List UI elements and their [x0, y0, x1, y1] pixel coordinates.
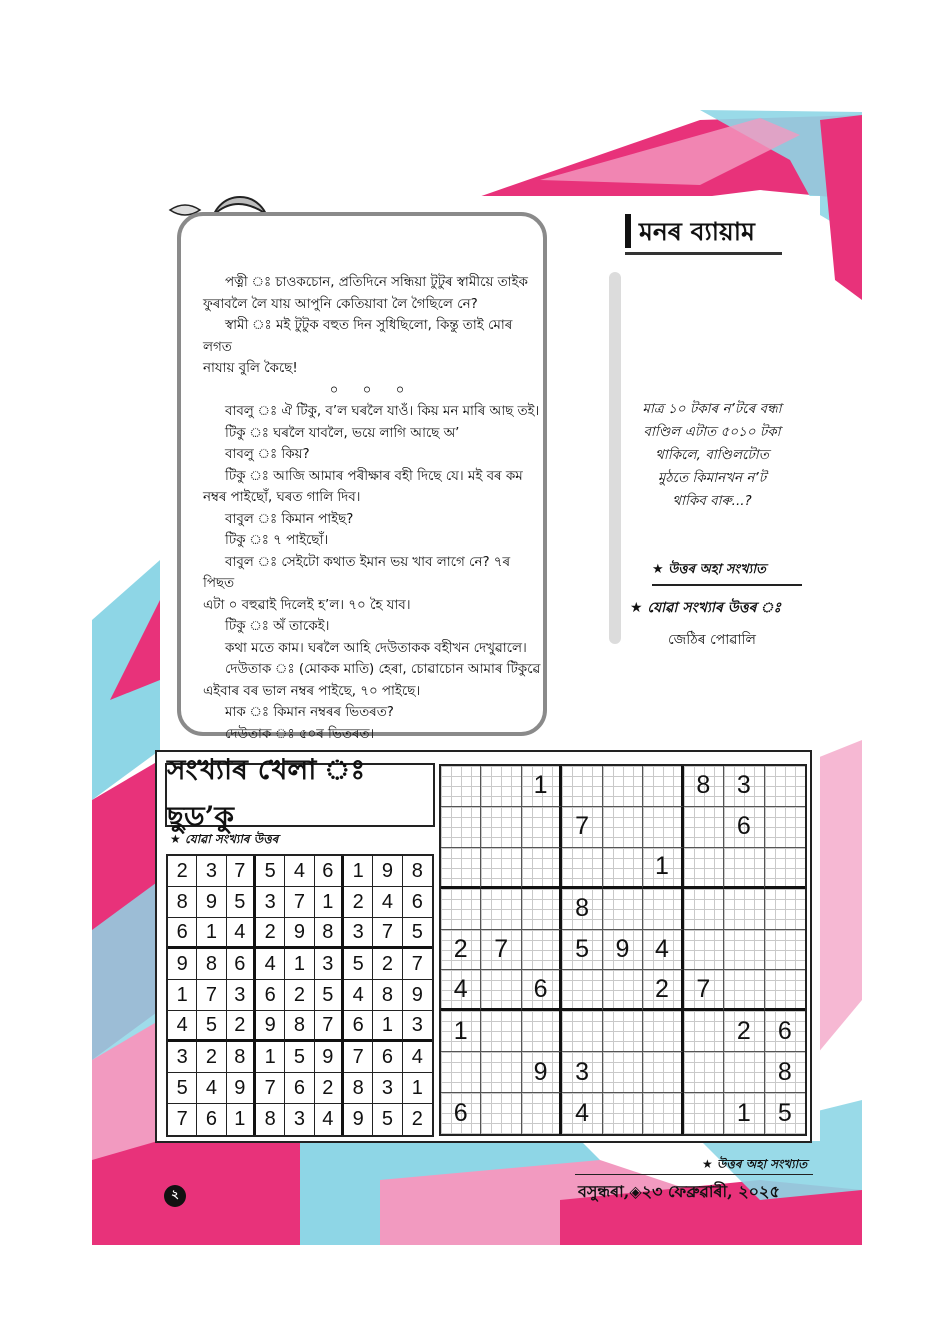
solution-cell: 2	[285, 980, 314, 1011]
sudoku-cell	[481, 848, 521, 889]
sudoku-cell	[724, 970, 764, 1011]
sudoku-cell	[603, 848, 643, 889]
cell-value: 6	[777, 1016, 792, 1045]
solution-cell: 7	[315, 1011, 344, 1042]
riddle-line: বাণ্ডিল এটাত ৫০১০ টকা	[643, 424, 781, 440]
solution-cell: 3	[197, 856, 226, 887]
solution-cell: 1	[256, 1042, 285, 1073]
solution-cell: 2	[168, 856, 197, 887]
solution-cell: 5	[197, 1011, 226, 1042]
cell-value: 9	[533, 1057, 548, 1086]
sudoku-cell	[684, 766, 724, 807]
solution-cell: 6	[168, 918, 197, 949]
solution-cell: 4	[168, 1011, 197, 1042]
solution-cell: 8	[373, 980, 402, 1011]
sudoku-cell	[522, 1093, 562, 1134]
solution-cell: 5	[285, 1042, 314, 1073]
cell-value: 1	[736, 1099, 751, 1128]
joke-line: টিকু ঃ ঘৰলৈ যাবলৈ, ভয়ে লাগি আছে অ’	[225, 425, 460, 441]
page-number: ২	[164, 1185, 186, 1207]
sudoku-cell	[643, 1093, 683, 1134]
solution-cell: 6	[344, 1011, 373, 1042]
joke-line: দেউতাক ঃ (মোকক মাতি) হেৰা, চোৱাচোন আমাৰ টিকুৱে	[225, 662, 541, 677]
sudoku-cell	[765, 807, 805, 848]
solution-cell: 2	[197, 1042, 226, 1073]
solution-cell: 5	[168, 1073, 197, 1104]
solution-cell: 1	[197, 918, 226, 949]
riddle-line: মাত্ৰ ১০ টকাৰ ন’টৰে বন্ধা	[642, 401, 782, 417]
sudoku-cell	[562, 1011, 602, 1052]
sudoku-cell	[603, 766, 643, 807]
cell-value: 4	[654, 934, 669, 963]
cell-value: 3	[736, 771, 751, 800]
cell-value: 1	[654, 852, 669, 881]
solution-cell: 6	[315, 856, 344, 887]
cell-value: 1	[453, 1016, 468, 1045]
solution-cell: 7	[168, 1104, 197, 1135]
cell-value: 6	[736, 812, 751, 841]
solution-cell: 8	[403, 856, 432, 887]
cell-value: 8	[777, 1057, 792, 1086]
riddle-line: মুঠতে কিমানখন ন’ট	[657, 470, 767, 486]
sudoku-cell	[603, 1093, 643, 1134]
solution-cell: 8	[285, 1011, 314, 1042]
solution-cell: 6	[197, 1104, 226, 1135]
sudoku-cell	[441, 1093, 481, 1134]
sudoku-cell	[684, 930, 724, 971]
sudoku-cell	[684, 1093, 724, 1134]
joke-line: টিকু ঃ আজি আমাৰ পৰীক্ষাৰ বহী দিছে যে। মই বৰ কম	[225, 468, 523, 484]
joke-line: কথা মতে কাম। ঘৰলৈ আহি দেউতাকক বহীখন দেখুৱালে।	[225, 640, 527, 656]
solution-cell: 5	[344, 949, 373, 980]
sudoku-cell	[643, 1011, 683, 1052]
sudoku-cell	[724, 766, 764, 807]
solution-cell: 1	[373, 1011, 402, 1042]
sudoku-cell	[441, 848, 481, 889]
joke-line: দেউতাক ঃ ৫০ৰ ভিতৰত।	[225, 726, 375, 742]
sudoku-cell	[684, 848, 724, 889]
sudoku-cell	[562, 970, 602, 1011]
sudoku-cell	[643, 807, 683, 848]
solution-cell: 3	[403, 1011, 432, 1042]
joke-line: নম্বৰ পাইছোঁ, ঘৰত গালি দিব।	[203, 490, 361, 505]
sudoku-cell	[684, 889, 724, 930]
sudoku-cell	[522, 1052, 562, 1093]
cell-value: 2	[453, 934, 468, 963]
solution-cell: 1	[403, 1073, 432, 1104]
solution-label: ★ যোৱা সংখ্যাৰ উত্তৰ	[170, 832, 279, 846]
title-bar	[625, 214, 631, 248]
prev-answer-heading: ★ যোৱা সংখ্যাৰ উত্তৰ ঃ	[630, 600, 781, 616]
cell-value: 8	[575, 894, 589, 923]
sudoku-cell	[522, 970, 562, 1011]
sudoku-cell	[765, 848, 805, 889]
puzzle-title: মনৰ ব্যায়াম	[639, 217, 755, 246]
solution-cell: 7	[344, 1042, 373, 1073]
solution-cell: 3	[227, 980, 256, 1011]
solution-cell: 2	[373, 949, 402, 980]
joke-line: মাক ঃ কিমান নম্বৰৰ ভিতৰত?	[225, 705, 394, 720]
cell-value: 7	[494, 934, 509, 963]
cell-value: 8	[696, 771, 711, 800]
sudoku-cell	[481, 766, 521, 807]
answer-hint: ★ উত্তৰ অহা সংখ্যাত	[652, 560, 802, 586]
sudoku-cell	[765, 970, 805, 1011]
sudoku-cell	[562, 848, 602, 889]
sudoku-cell	[562, 930, 602, 971]
solution-cell: 6	[227, 949, 256, 980]
sudoku-cell	[481, 1052, 521, 1093]
joke-line: ফুৰাবলৈ লৈ যায় আপুনি কেতিয়াবা লৈ গৈছিলে নে?	[203, 296, 478, 312]
sudoku-cell	[643, 889, 683, 930]
solution-cell: 3	[315, 949, 344, 980]
solution-cell: 9	[197, 887, 226, 918]
sudoku-cell	[562, 766, 602, 807]
solution-cell: 7	[403, 949, 432, 980]
joke-line: পত্নী ঃ চাওকচোন, প্ৰতিদিনে সন্ধিয়া টুটুৰ স্বামীয়ে তাইক	[225, 275, 528, 290]
sudoku-cell	[724, 807, 764, 848]
sudoku-cell	[724, 1052, 764, 1093]
solution-cell: 9	[344, 1104, 373, 1135]
solution-cell: 8	[227, 1042, 256, 1073]
cell-value: 7	[696, 974, 711, 1003]
solution-cell: 8	[256, 1104, 285, 1135]
sudoku-cell	[481, 889, 521, 930]
joke-line: টিকু ঃ ৭ পাইছোঁ।	[225, 533, 329, 548]
sudoku-grid	[439, 764, 807, 1136]
section-title	[625, 208, 782, 255]
solution-cell: 5	[315, 980, 344, 1011]
sudoku-cell	[724, 1011, 764, 1052]
joke-line: বাবলু ঃ ঐ টিকু, ব’ল ঘৰলৈ যাওঁ। কিয় মন মাৰি আছ তই।	[225, 404, 540, 419]
sudoku-cell	[603, 807, 643, 848]
sudoku-cell	[724, 848, 764, 889]
solution-cell: 1	[227, 1104, 256, 1135]
solution-cell: 4	[344, 980, 373, 1011]
cell-value: 4	[453, 974, 468, 1003]
joke-line: এইবাৰ বৰ ভাল নম্বৰ পাইছে, ৭০ পাইছে।	[203, 683, 421, 699]
sudoku-cell	[562, 807, 602, 848]
joke-text	[203, 272, 541, 745]
solution-grid	[166, 854, 434, 1137]
sudoku-cell	[522, 930, 562, 971]
solution-cell: 9	[403, 980, 432, 1011]
solution-cell: 8	[197, 949, 226, 980]
sudoku-cell	[643, 930, 683, 971]
solution-cell: 6	[373, 1042, 402, 1073]
sudoku-cell	[481, 1093, 521, 1134]
sudoku-cell	[643, 970, 683, 1011]
solution-cell: 1	[344, 856, 373, 887]
solution-cell: 3	[256, 887, 285, 918]
joke-line: বাবুল ঃ কিমান পাইছ?	[225, 511, 354, 527]
solution-cell: 6	[256, 980, 285, 1011]
sudoku-cell	[765, 1011, 805, 1052]
sudoku-cell	[441, 1052, 481, 1093]
solution-cell: 3	[344, 918, 373, 949]
solution-cell: 7	[256, 1073, 285, 1104]
solution-cell: 3	[285, 1104, 314, 1135]
sudoku-cell	[441, 889, 481, 930]
solution-cell: 4	[227, 918, 256, 949]
footer-hint: ★ উত্তৰ অহা সংখ্যাত	[702, 1157, 808, 1171]
cell-value: 9	[615, 934, 630, 963]
sudoku-cell	[643, 1052, 683, 1093]
sudoku-cell	[765, 889, 805, 930]
sudoku-cell	[765, 766, 805, 807]
cell-value: 7	[575, 812, 589, 841]
joke-line: বাবলু ঃ কিয়?	[225, 447, 310, 462]
sudoku-cell	[481, 807, 521, 848]
sudoku-cell	[684, 1052, 724, 1093]
sudoku-cell	[684, 1011, 724, 1052]
sudoku-cell	[441, 807, 481, 848]
cell-value: 6	[453, 1099, 468, 1128]
solution-cell: 4	[197, 1073, 226, 1104]
sudoku-cell	[643, 766, 683, 807]
sudoku-cell	[562, 1052, 602, 1093]
solution-cell: 7	[373, 918, 402, 949]
solution-cell: 5	[227, 887, 256, 918]
solution-cell: 9	[256, 1011, 285, 1042]
solution-cell: 1	[168, 980, 197, 1011]
solution-cell: 6	[403, 887, 432, 918]
solution-cell: 2	[315, 1073, 344, 1104]
solution-cell: 7	[197, 980, 226, 1011]
sudoku-cell	[441, 766, 481, 807]
sudoku-cell	[562, 889, 602, 930]
sudoku-cell	[603, 1011, 643, 1052]
sudoku-cell	[724, 930, 764, 971]
solution-cell: 7	[285, 887, 314, 918]
sudoku-cell	[522, 848, 562, 889]
solution-cell: 5	[403, 918, 432, 949]
separator: ০ ০ ০	[329, 382, 415, 398]
cell-value: 5	[575, 934, 589, 963]
sudoku-cell	[481, 1011, 521, 1052]
joke-line: নাযায় বুলি কৈছে!	[203, 361, 298, 376]
solution-cell: 3	[373, 1073, 402, 1104]
sudoku-cell	[441, 1011, 481, 1052]
solution-cell: 2	[411, 1108, 423, 1130]
cell-value: 1	[533, 771, 548, 800]
solution-cell: 3	[168, 1042, 197, 1073]
sudoku-cell	[724, 889, 764, 930]
cell-value: 5	[777, 1099, 792, 1128]
solution-cell: 9	[168, 949, 197, 980]
solution-cell: 7	[227, 856, 256, 887]
solution-cell: 4	[315, 1104, 344, 1135]
solution-cell: 1	[285, 949, 314, 980]
sudoku-cell	[481, 970, 521, 1011]
solution-cell: 5	[373, 1104, 402, 1135]
solution-cell: 9	[373, 856, 402, 887]
solution-cell: 2	[227, 1011, 256, 1042]
solution-cell: 1	[315, 887, 344, 918]
sudoku-cell	[522, 889, 562, 930]
solution-cell: 9	[315, 1042, 344, 1073]
footer-rule	[575, 1174, 813, 1175]
sudoku-cell	[522, 766, 562, 807]
cell-value: 2	[736, 1016, 751, 1045]
solution-cell: 9	[285, 918, 314, 949]
sudoku-cell	[765, 1052, 805, 1093]
solution-cell: 8	[344, 1073, 373, 1104]
sudoku-cell	[765, 1093, 805, 1134]
sudoku-cell	[684, 807, 724, 848]
solution-cell: 2	[256, 918, 285, 949]
cell-value: 3	[575, 1057, 589, 1086]
sudoku-cell	[522, 1011, 562, 1052]
solution-cell: 9	[227, 1073, 256, 1104]
riddle	[628, 398, 796, 513]
sudoku-cell	[643, 848, 683, 889]
solution-cell: 8	[315, 918, 344, 949]
sudoku-cell	[562, 1093, 602, 1134]
solution-cell: 4	[373, 887, 402, 918]
sudoku-cell	[441, 970, 481, 1011]
masthead: বসুন্ধৰা,◈২৩ ফেব্ৰুৱাৰী, ২০২৫	[578, 1182, 780, 1201]
sudoku-title: সংখ্যাৰ খেলা ঃ ছুড’কু	[165, 763, 435, 827]
sudoku-cell	[481, 930, 521, 971]
solution-cell: 6	[285, 1073, 314, 1104]
joke-line: এটা ০ বহুৱাই দিলেই হ’ল। ৭০ হৈ যাব।	[203, 597, 411, 613]
sudoku-cell	[441, 930, 481, 971]
sudoku-cell	[522, 807, 562, 848]
cell-value: 6	[533, 974, 548, 1003]
sudoku-cell	[765, 930, 805, 971]
solution-cell: 8	[168, 887, 197, 918]
sudoku-cell	[603, 1052, 643, 1093]
prev-answer: জেঠিৰ পোৱালি	[668, 632, 756, 648]
solution-cell: 4	[285, 856, 314, 887]
solution-cell: 2	[344, 887, 373, 918]
sudoku-cell	[603, 930, 643, 971]
sudoku-cell	[724, 1093, 764, 1134]
sudoku-cell	[684, 970, 724, 1011]
cell-value: 4	[575, 1099, 589, 1128]
joke-line: বাবুল ঃ সেইটো কথাত ইমান ভয় খাব লাগে নে? ৭ৰ পিছত	[203, 554, 511, 591]
cell-value: 2	[654, 974, 669, 1003]
riddle-line: থাকিব বাৰু...?	[672, 493, 752, 509]
joke-line: টিকু ঃ অঁ তাকেই।	[225, 619, 330, 634]
solution-cell: 4	[403, 1042, 432, 1073]
joke-line: স্বামী ঃ মই টুটুক বহুত দিন সুধিছিলো, কিন্তু তাই মোৰ লগত	[203, 318, 513, 355]
sudoku-cell	[603, 970, 643, 1011]
sudoku-cell	[603, 889, 643, 930]
solution-cell: 5	[256, 856, 285, 887]
decorative-bar	[609, 272, 621, 644]
riddle-line: থাকিলে, বাণ্ডিলটোত	[655, 447, 769, 463]
solution-cell: 4	[256, 949, 285, 980]
